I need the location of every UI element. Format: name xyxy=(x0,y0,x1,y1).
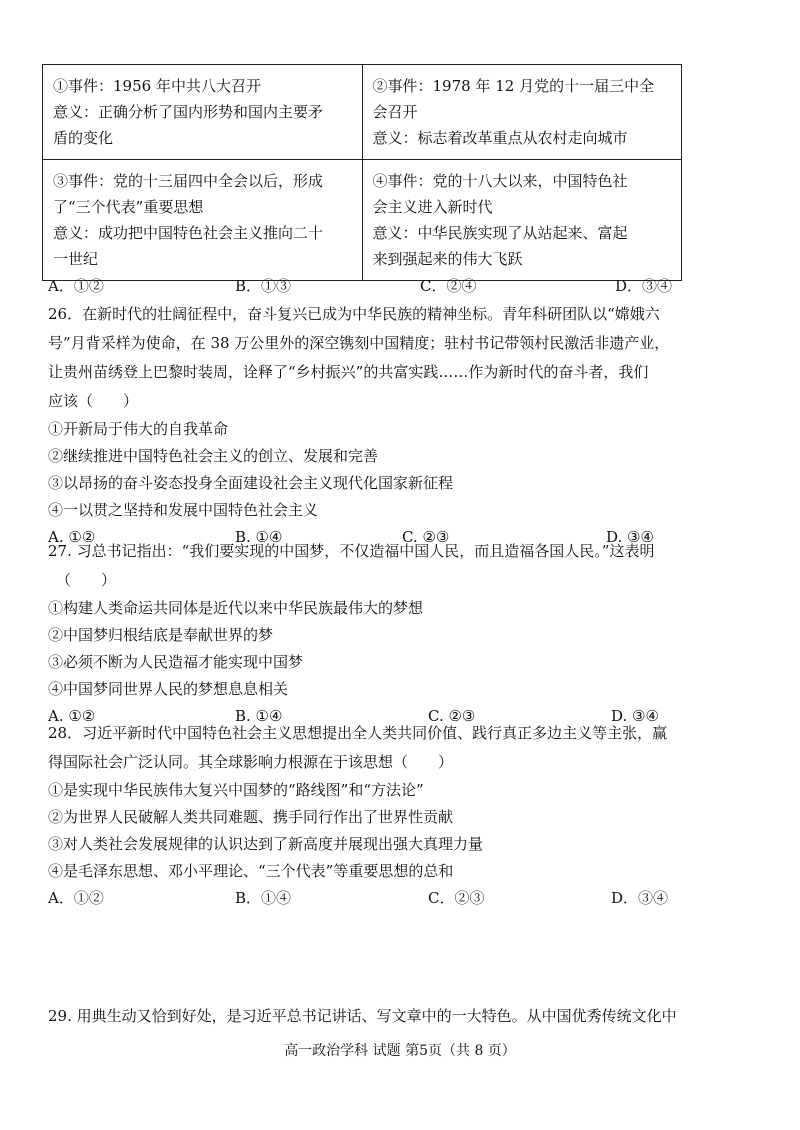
question-28 xyxy=(48,719,758,912)
cell-line: 意义：正确分析了国内形势和国内主要矛 xyxy=(53,103,324,121)
cell-line: 会主义进入新时代 xyxy=(372,198,493,216)
statement-item: ①开新局于伟大的自我革命 xyxy=(48,420,229,438)
cell-line: 盾的变化 xyxy=(53,129,114,147)
statement-item: ③对人类社会发展规律的认识达到了新高度并展现出强大真理力量 xyxy=(48,835,484,853)
cell-line: ④事件：党的十八大以来，中国特色社 xyxy=(372,172,628,190)
table-cell-1 xyxy=(43,65,363,160)
statement-item: ④是毛泽东思想、邓小平理论、“三个代表”等重要思想的总和 xyxy=(48,862,454,880)
statement-item: ③必须不断为人民造福才能实现中国梦 xyxy=(48,653,304,671)
cell-line: ②事件：1978 年 12 月党的十一届三中全 xyxy=(372,77,655,95)
events-table xyxy=(42,64,682,281)
cell-line: 会召开 xyxy=(372,103,418,121)
question-27 xyxy=(48,537,758,730)
option-a[interactable]: A．①② xyxy=(48,889,104,907)
page-footer: 高一政治学科 试题 第5页（共 8 页） xyxy=(284,1043,516,1059)
option-b[interactable]: B．①④ xyxy=(235,889,292,907)
option-c[interactable]: C. ②③ xyxy=(402,528,450,546)
statement-item: ①是实现中华民族伟大复兴中国梦的“路线图”和“方法论” xyxy=(48,781,424,799)
question-stem: 号”月背采样为使命，在 38 万公里外的深空镌刻中国精度；驻村书记带领村民激活非遗产业， xyxy=(48,334,670,352)
option-b[interactable]: B．①③ xyxy=(235,277,292,295)
option-d[interactable]: D．③④ xyxy=(611,889,669,907)
cell-line: 意义：标志着改革重点从农村走向城市 xyxy=(372,129,628,147)
option-a[interactable]: A．①② xyxy=(48,277,104,295)
statement-item: ④中国梦同世界人民的梦想息息相关 xyxy=(48,680,289,698)
statement-item: ②继续推进中国特色社会主义的创立、发展和完善 xyxy=(48,447,379,465)
statement-item: ①构建人类命运共同体是近代以来中华民族最伟大的梦想 xyxy=(48,599,424,617)
question-stem: 得国际社会广泛认同。其全球影响力根源在于该思想（ ） xyxy=(48,753,454,771)
table-cell-2 xyxy=(362,65,682,160)
option-d[interactable]: D. ③④ xyxy=(611,707,659,725)
table-cell-3 xyxy=(43,160,363,281)
question-stem: 26．在新时代的壮阔征程中，奋斗复兴已成为中华民族的精神坐标。青年科研团队以“嫦娥六 xyxy=(48,305,660,323)
cell-line: 了“三个代表”重要思想 xyxy=(53,198,204,216)
cell-line: 意义：中华民族实现了从站起来、富起 xyxy=(372,224,628,242)
option-b[interactable]: B. ①④ xyxy=(235,707,283,725)
option-d[interactable]: D. ③④ xyxy=(606,528,654,546)
question-stem: 28．习近平新时代中国特色社会主义思想提出全人类共同价值、践行真正多边主义等主张，赢 xyxy=(48,724,668,742)
statement-item: ②为世界人民破解人类共同难题、携手同行作出了世界性贡献 xyxy=(48,808,454,826)
option-c[interactable]: C．②④ xyxy=(420,277,477,295)
question-stem: 让贵州苗绣登上巴黎时装周，诠释了“乡村振兴”的共富实践……作为新时代的奋斗者，我们 xyxy=(48,363,649,381)
cell-line: 意义：成功把中国特色社会主义推向二十 xyxy=(53,224,324,242)
option-b[interactable]: B. ①④ xyxy=(235,528,283,546)
question-stem: 应该（ ） xyxy=(48,392,139,410)
statement-item: ②中国梦归根结底是奉献世界的梦 xyxy=(48,626,274,644)
question-29 xyxy=(48,1002,758,1031)
cell-line: ①事件：1956 年中共八大召开 xyxy=(53,77,261,95)
question-26 xyxy=(48,300,758,551)
option-d[interactable]: D．③④ xyxy=(615,277,673,295)
option-c[interactable]: C. ②③ xyxy=(428,707,476,725)
cell-line: ③事件：党的十三届四中全会以后，形成 xyxy=(53,172,324,190)
question-stem: 27. 习总书记指出：“我们要实现的中国梦，不仅造福中国人民，而且造福各国人民。”这表明 xyxy=(48,542,655,560)
statement-item: ③以昂扬的奋斗姿态投身全面建设社会主义现代化国家新征程 xyxy=(48,474,454,492)
statement-item: ④一以贯之坚持和发展中国特色社会主义 xyxy=(48,501,319,519)
question-stem: 29. 用典生动又恰到好处，是习近平总书记讲话、写文章中的一大特色。从中国优秀传统文化中 xyxy=(48,1007,677,1025)
table-cell-4 xyxy=(362,160,682,281)
option-a[interactable]: A. ①② xyxy=(48,707,96,725)
question-stem: （ ） xyxy=(56,571,117,589)
cell-line: 一世纪 xyxy=(53,250,99,268)
option-a[interactable]: A. ①② xyxy=(48,528,96,546)
cell-line: 来到强起来的伟大飞跃 xyxy=(372,250,523,268)
option-c[interactable]: C．②③ xyxy=(428,889,485,907)
question-25-options xyxy=(48,273,758,300)
